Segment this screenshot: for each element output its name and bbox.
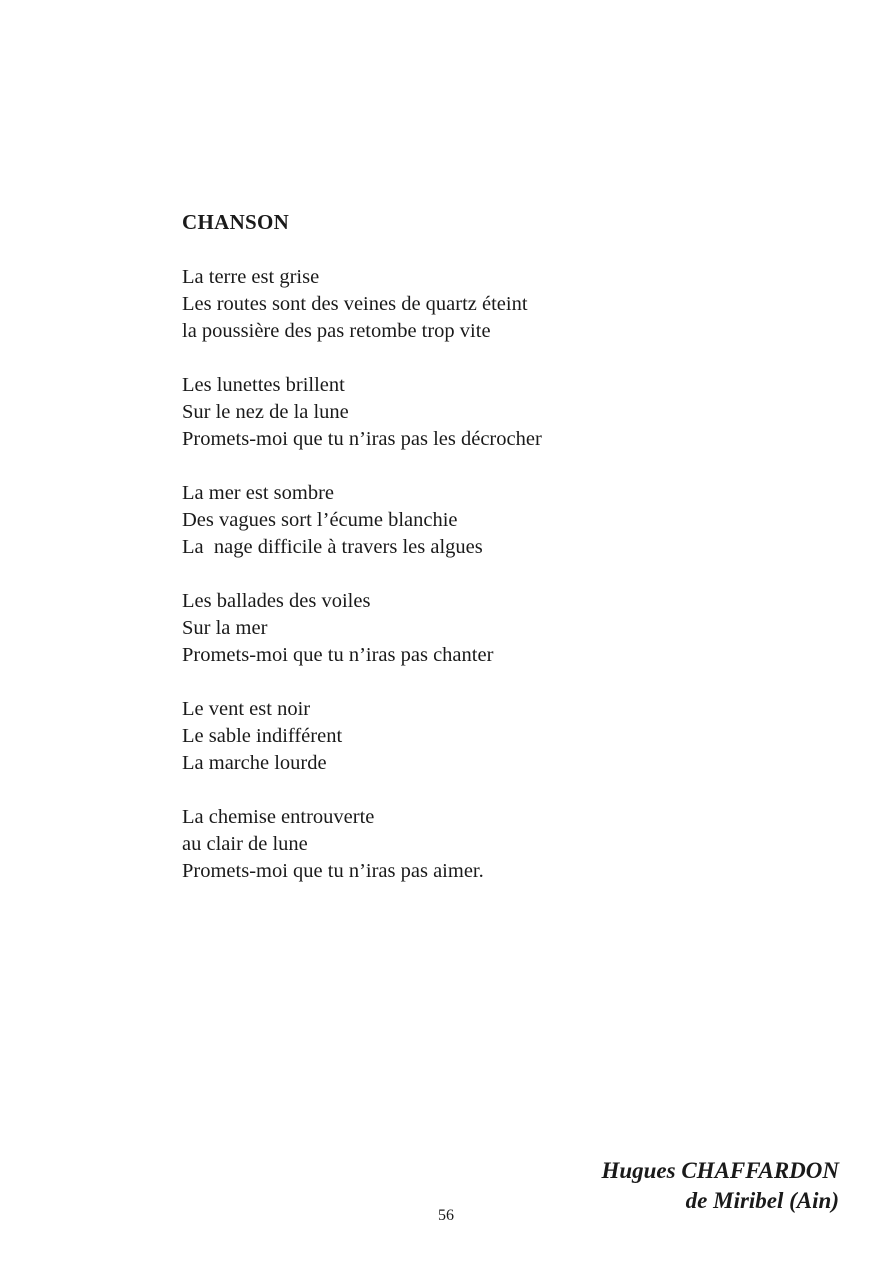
- stanza-3: [182, 480, 483, 561]
- stanza-1: [182, 264, 528, 345]
- poem-title: CHANSON: [182, 210, 290, 234]
- poem-line: La nage difficile à travers les algues: [182, 536, 483, 558]
- author-origin: de Miribel (Ain): [685, 1188, 839, 1213]
- poem-line: Les ballades des voiles: [182, 590, 371, 612]
- poem-line: Des vagues sort l’écume blanchie: [182, 509, 458, 531]
- poem-line: Le sable indifférent: [182, 725, 343, 747]
- author-name: Hugues CHAFFARDON: [601, 1158, 839, 1183]
- poem-line: Sur la mer: [182, 617, 268, 639]
- poem-line: au clair de lune: [182, 833, 308, 855]
- poem-line: Promets-moi que tu n’iras pas chanter: [182, 644, 494, 666]
- poem-line: Le vent est noir: [182, 698, 311, 720]
- poem-line: La marche lourde: [182, 752, 327, 774]
- poem-line: la poussière des pas retombe trop vite: [182, 320, 491, 342]
- poem-line: Promets-moi que tu n’iras pas aimer.: [182, 860, 484, 882]
- poem-line: Les lunettes brillent: [182, 374, 345, 396]
- poem-line: La mer est sombre: [182, 482, 334, 504]
- poem-line: La chemise entrouverte: [182, 806, 375, 828]
- stanza-6: [182, 804, 484, 885]
- page-number: 56: [438, 1207, 454, 1224]
- poem-line: Promets-moi que tu n’iras pas les décrocher: [182, 428, 542, 450]
- poem-line: Sur le nez de la lune: [182, 401, 349, 423]
- stanza-2: [182, 372, 542, 453]
- poem-line: Les routes sont des veines de quartz éteint: [182, 293, 528, 315]
- stanza-5: [182, 696, 342, 777]
- stanza-4: [182, 588, 493, 669]
- poem-line: La terre est grise: [182, 266, 320, 288]
